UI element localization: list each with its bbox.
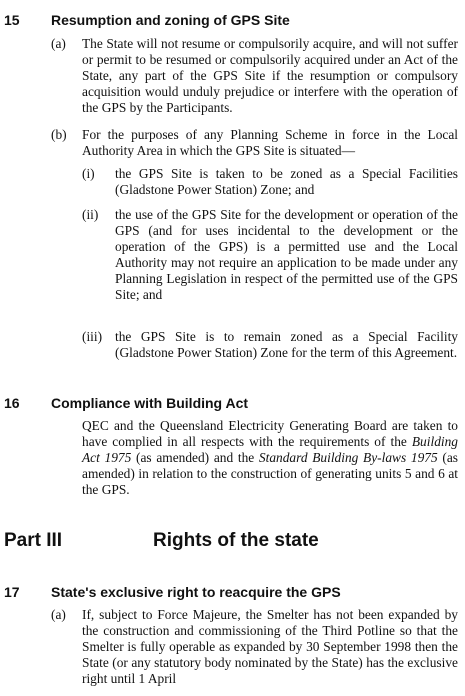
section-15-heading: [4, 12, 464, 28]
clause-17a-label: (a): [51, 607, 66, 622]
clause-15b-label: (b): [51, 127, 67, 142]
clause-17a-text: If, subject to Force Majeure, the Smelter has not been expanded by the construction and commissioning of the Third Potline so that the Smelter is fully operable as expanded by 30 September 1998 then the State (or any statutory body nominated by the State) has the exclusive right until 1 April: [82, 607, 458, 686]
section-16-text-part-2: (as amended) and the: [131, 450, 259, 465]
building-bylaws-title: Standard Building By-laws 1975: [258, 450, 438, 465]
clause-15b-i-label: (i): [82, 166, 95, 181]
clause-15a-text: The State will not resume or compulsorily acquire, and will not suffer or permit to be resumed or compulsorily acquired under an Act of the State, any part of the GPS Site if the resumption or compulsory acquisition would unduly prejudice or interfere with the operation of the GPS by the Participants.: [82, 36, 458, 115]
section-16-text: [82, 418, 458, 498]
section-16-text-part-1: QEC and the Queensland Electricity Generating Board are taken to have complied in all respects with the requirements of the: [82, 418, 458, 449]
building-act-title: Building Act 1975: [82, 434, 458, 465]
section-15-title: Resumption and zoning of GPS Site: [51, 12, 290, 28]
clause-15b-ii-label: (ii): [82, 207, 99, 222]
section-16-number: 16: [4, 395, 20, 411]
section-17-number: 17: [4, 584, 20, 600]
clause-15a-label: (a): [51, 36, 66, 51]
clause-15b-iii-label: (iii): [82, 329, 103, 344]
section-17-title: State's exclusive right to reacquire the GPS: [51, 584, 341, 600]
clause-15b-text: For the purposes of any Planning Scheme in force in the Local Authority Area in which the GPS Site is situated—: [82, 127, 458, 158]
clause-15b-iii-text: the GPS Site is to remain zoned as a Special Facility (Gladstone Power Station) Zone for the term of this Agreement.: [115, 329, 458, 360]
part-label: Part III: [4, 530, 63, 551]
section-16-text-part-3: (as amended) in relation to the construction of generating units 5 and 6 at the GPS.: [82, 450, 458, 497]
section-16-title: Compliance with Building Act: [51, 395, 249, 411]
section-17-heading: [4, 584, 464, 600]
part-title: Rights of the state: [153, 530, 319, 551]
clause-15b-i-text: the GPS Site is taken to be zoned as a Special Facilities (Gladstone Power Station) Zone; and: [115, 166, 458, 197]
section-15-number: 15: [4, 12, 20, 28]
section-16-heading: [4, 395, 464, 411]
clause-15b-ii-text: the use of the GPS Site for the development or operation of the GPS (and for uses incidental to the development or the operation of the GPS) is a permitted use and the Local Authority may not require an application to be made under any Planning Legislation in respect of the permitted use of the GPS Site; and: [115, 207, 458, 302]
